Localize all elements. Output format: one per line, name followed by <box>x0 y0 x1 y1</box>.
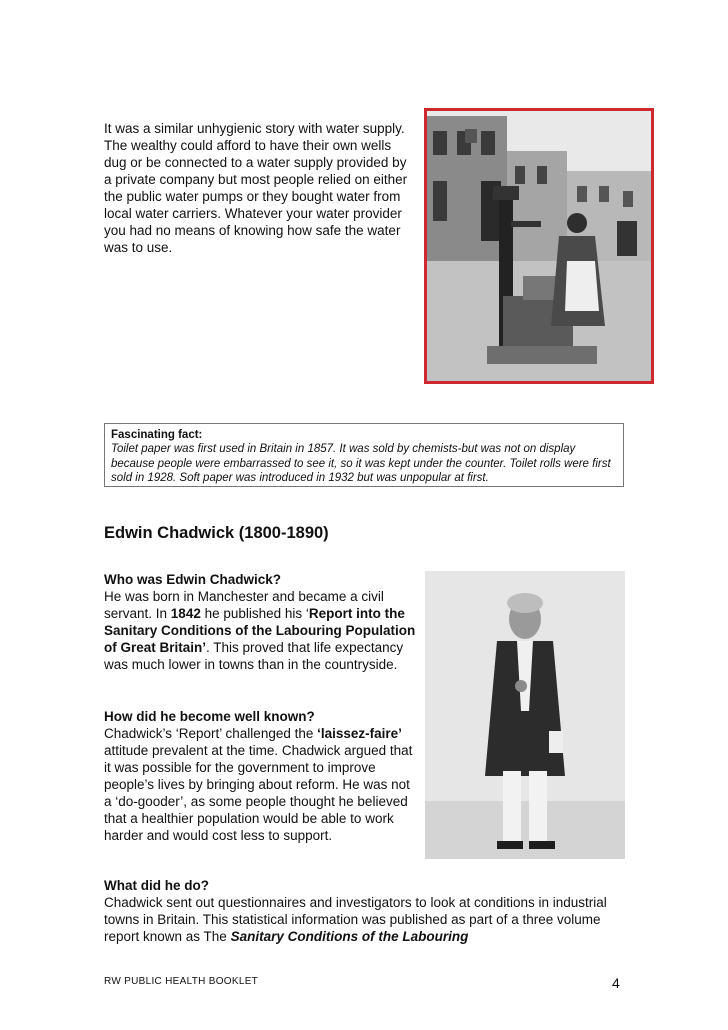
who-was-section <box>104 571 416 673</box>
water-pump-photo-illustration <box>427 111 651 381</box>
what-did-text-a: Chadwick sent out questionnaires and investigators to look at conditions in industrial towns in Britain. This statistical information was published as part of a three volume report known as The <box>104 895 607 944</box>
laissez-faire-term: ‘laissez-faire’ <box>317 726 402 741</box>
report-title: Report into the Sanitary Conditions of the Labouring Population of Great Britain’ <box>104 606 416 655</box>
chadwick-portrait-photo <box>425 571 625 859</box>
well-known-section <box>104 708 416 844</box>
footer-label: RW PUBLIC HEALTH BOOKLET <box>104 976 259 987</box>
page-number: 4 <box>612 975 620 991</box>
what-did-section <box>104 877 624 945</box>
well-known-text-a: Chadwick’s ‘Report’ challenged the <box>104 726 318 741</box>
report-year: 1842 <box>170 606 201 621</box>
sanitary-conditions-title: Sanitary Conditions of the Labouring <box>230 929 469 944</box>
who-was-text-a: He was born in Manchester and became a civil servant. In <box>104 589 384 621</box>
fascinating-fact-box <box>104 423 624 487</box>
water-pump-photo <box>424 108 654 384</box>
who-was-question: Who was Edwin Chadwick? <box>104 572 282 587</box>
intro-paragraph: It was a similar unhygienic story with water supply. The wealthy could afford to have their own wells dug or be connected to a water supply provided by a private company but most people relied on either the public water pumps or they bought water from local water carriers. Whatever your water provider you had no means of knowing how safe the water was to use. <box>104 121 408 255</box>
well-known-text-b: attitude prevalent at the time. Chadwick argued that it was possible for the government to improve people’s lives by bringing about reform. He was not a ‘do-gooder’, as some people thought he believed that a healthier population would be able to work harder and would cost less to support. <box>104 743 413 843</box>
section-heading: Edwin Chadwick (1800-1890) <box>104 524 329 542</box>
fact-title: Fascinating fact: <box>111 429 203 441</box>
what-did-question: What did he do? <box>104 878 209 893</box>
chadwick-portrait-illustration <box>425 571 625 859</box>
who-was-text-c: . This proved that life expectancy was much lower in towns than in the countryside. <box>104 640 404 672</box>
who-was-text-b: he published his ‘ <box>200 606 309 621</box>
well-known-question: How did he become well known? <box>104 709 315 724</box>
fact-body: Toilet paper was first used in Britain in 1857. It was sold by chemists-but was not on display because people were embarrassed to see it, so it was kept under the counter. Toilet rolls were first sold in 1928. Soft paper was introduced in 1932 but was unpopular at first. <box>111 443 611 484</box>
